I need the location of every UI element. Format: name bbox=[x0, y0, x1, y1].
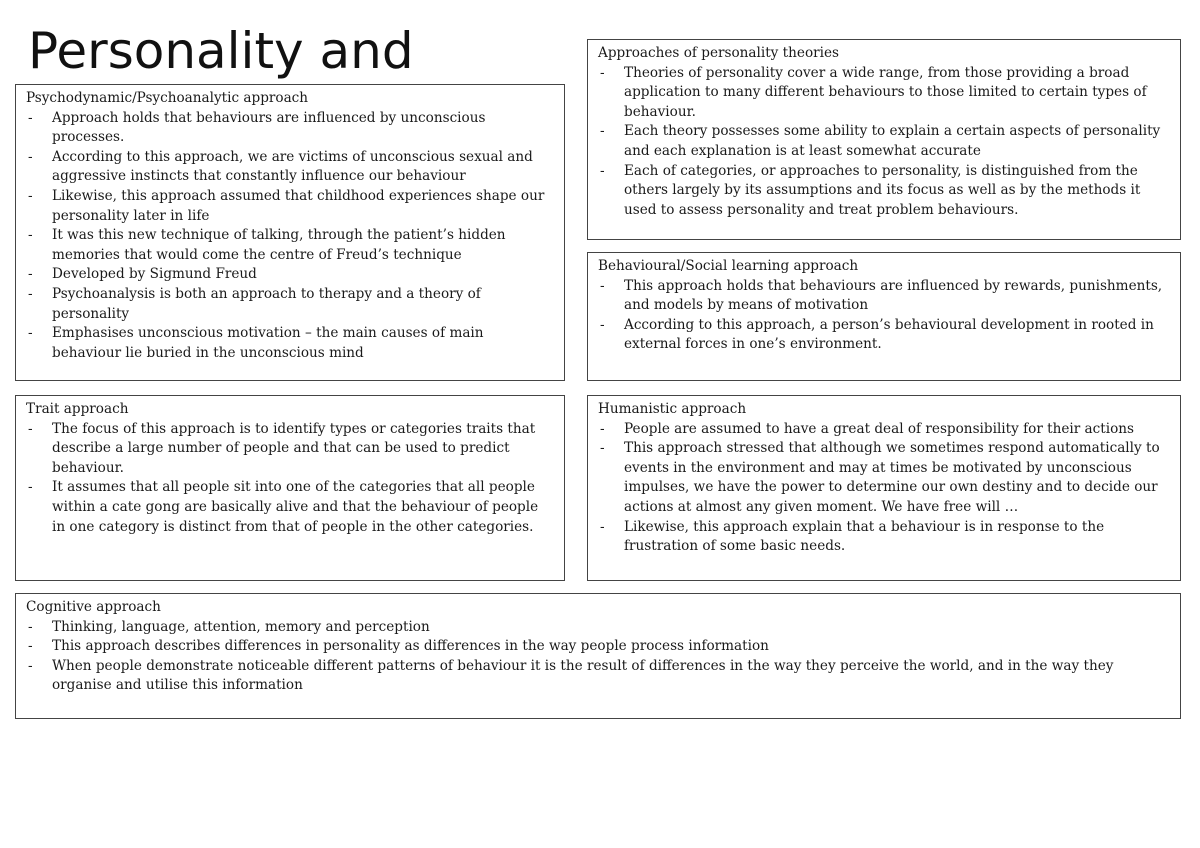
list-item: - Emphasises unconscious motivation – the main causes of main behaviour lie buried in the unconscious mind bbox=[26, 324, 554, 363]
list-item: - Each of categories, or approaches to personality, is distinguished from the others largely by its assumptions and its focus as well as by the methods it used to assess personality and treat problem behaviours. bbox=[598, 162, 1170, 221]
psychodynamic-approach-box bbox=[15, 84, 565, 381]
box-heading: Cognitive approach bbox=[26, 599, 161, 615]
bullet-list bbox=[26, 109, 554, 364]
list-item: - It was this new technique of talking, through the patient’s hidden memories that would come the centre of Freud’s technique bbox=[26, 226, 554, 265]
bullet-list bbox=[598, 420, 1170, 557]
list-item: - Likewise, this approach explain that a behaviour is in response to the frustration of some basic needs. bbox=[598, 518, 1170, 557]
bullet-list bbox=[598, 64, 1170, 221]
cognitive-approach-box bbox=[15, 593, 1181, 719]
list-item: - It assumes that all people sit into one of the categories that all people within a cate gong are basically alive and that the behaviour of people in one category is distinct from that of people in the other categories. bbox=[26, 478, 554, 537]
list-item: - Thinking, language, attention, memory and perception bbox=[26, 618, 1170, 638]
list-item: - The focus of this approach is to identify types or categories traits that describe a large number of people and that can be used to predict behaviour. bbox=[26, 420, 554, 479]
box-heading: Approaches of personality theories bbox=[598, 45, 839, 61]
list-item: - Developed by Sigmund Freud bbox=[26, 265, 554, 285]
list-item: - When people demonstrate noticeable different patterns of behaviour it is the result of differences in the way they perceive the world, and in the way they organise and utilise this information bbox=[26, 657, 1170, 696]
list-item: - Psychoanalysis is both an approach to therapy and a theory of personality bbox=[26, 285, 554, 324]
bullet-list bbox=[598, 277, 1170, 355]
humanistic-approach-box bbox=[587, 395, 1181, 581]
box-heading: Humanistic approach bbox=[598, 401, 747, 417]
list-item: - Approach holds that behaviours are influenced by unconscious processes. bbox=[26, 109, 554, 148]
box-heading: Psychodynamic/Psychoanalytic approach bbox=[26, 90, 309, 106]
list-item: - Theories of personality cover a wide range, from those providing a broad application to many different behaviours to those limited to certain types of behaviour. bbox=[598, 64, 1170, 123]
list-item: - This approach holds that behaviours are influenced by rewards, punishments, and models by means of motivation bbox=[598, 277, 1170, 316]
list-item: - Likewise, this approach assumed that childhood experiences shape our personality later in life bbox=[26, 187, 554, 226]
list-item: - Each theory possesses some ability to explain a certain aspects of personality and each explanation is at least somewhat accurate bbox=[598, 122, 1170, 161]
trait-approach-box bbox=[15, 395, 565, 581]
bullet-list bbox=[26, 618, 1170, 696]
box-heading: Trait approach bbox=[26, 401, 129, 417]
list-item: - According to this approach, we are victims of unconscious sexual and aggressive instincts that constantly influence our behaviour bbox=[26, 148, 554, 187]
list-item: - This approach stressed that although we sometimes respond automatically to events in the environment and may at times be motivated by unconscious impulses, we have the power to determine our own destiny and to decide our actions at almost any given moment. We have free will … bbox=[598, 439, 1170, 517]
box-heading: Behavioural/Social learning approach bbox=[598, 258, 859, 274]
approaches-theories-box bbox=[587, 39, 1181, 240]
page-title: Personality and bbox=[28, 22, 414, 80]
list-item: - People are assumed to have a great deal of responsibility for their actions bbox=[598, 420, 1170, 440]
bullet-list bbox=[26, 420, 554, 538]
list-item: - This approach describes differences in personality as differences in the way people process information bbox=[26, 637, 1170, 657]
behavioural-approach-box bbox=[587, 252, 1181, 381]
list-item: - According to this approach, a person’s behavioural development in rooted in external forces in one’s environment. bbox=[598, 316, 1170, 355]
